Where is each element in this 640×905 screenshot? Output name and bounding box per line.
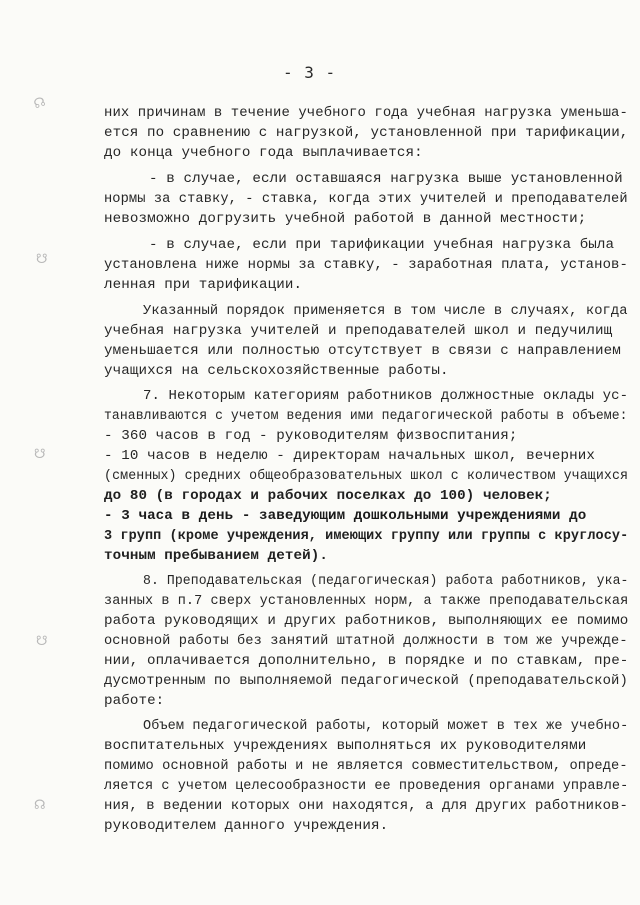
text-line: них причинам в течение учебного года учебная нагрузка уменьша- [104,105,628,121]
text-line: работа руководящих и других работников, выполняющих ее помимо [104,613,629,629]
text-line: 8. Преподавательская (педагогическая) работа работников, ука- [143,573,629,589]
text-line: учащихся на сельскохозяйственные работы. [104,363,449,379]
text-line: до конца учебного года выплачивается: [104,145,423,161]
text-line: - 360 часов в год - руководителям физвоспитания; [104,428,518,444]
text-line: - 3 часа в день - заведующим дошкольными учреждениями до [104,508,587,524]
text-line: нормы за ставку, - ставка, когда этих учителей и преподавателей [104,191,628,207]
binding-hole-mark: ☋ [36,634,48,649]
text-line: ленная при тарификации. [104,277,303,293]
text-line: - в случае, если оставшаяся нагрузка выше установленной [149,171,623,187]
binding-hole-mark: ☋ [34,447,46,462]
binding-hole-mark: ☋ [36,252,48,267]
text-line: - 10 часов в неделю - директорам начальных школ, вечерних [104,448,595,464]
text-line: ется по сравнению с нагрузкой, установленной при тарификации, [104,125,629,141]
text-line: помимо основной работы и не является совместительством, опреде- [104,758,628,774]
text-line: ляется с учетом целесообразности ее проведения органами управле- [104,778,629,794]
page-number: - 3 - [283,63,337,82]
binding-hole-mark: ☊ [34,798,46,813]
text-line: Указанный порядок применяется в том числе в случаях, когда [143,303,628,319]
text-line: (сменных) средних общеобразовательных школ с количеством учащихся [104,468,629,484]
binding-hole-mark: ☊ [31,94,48,113]
text-line: работе: [104,693,165,709]
text-line: занных в п.7 сверх установленных норм, а также преподавательская [104,593,629,609]
text-line: учебная нагрузка учителей и преподавателей школ и педучилищ [104,323,613,339]
text-line: 7. Некоторым категориям работников должностные оклады ус- [143,388,629,404]
text-line: нии, оплачивается дополнительно, в порядке и по ставкам, пре- [104,653,629,669]
text-line: установлена ниже нормы за ставку, - заработная плата, установ- [104,257,628,273]
text-line: - в случае, если при тарификации учебная нагрузка была [149,237,615,253]
text-line: танавливаются с учетом ведения ими педагогической работы в объеме: [104,408,628,424]
text-line: до 80 (в городах и рабочих поселках до 100) человек; [104,488,552,504]
text-line: Объем педагогической работы, который может в тех же учебно- [143,718,629,734]
text-line: 3 групп (кроме учреждения, имеющих группу или группы с круглосу- [104,528,629,544]
text-line: дусмотренным по выполняемой педагогической (преподавательской) [104,673,628,689]
text-line: точным пребыванием детей). [104,548,328,564]
text-line: невозможно догрузить учебной работой в данной местности; [104,211,587,227]
text-line: руководителем данного учреждения. [104,818,389,834]
text-line: основной работы без занятий штатной должности в том же учрежде- [104,633,628,649]
text-line: ния, в ведении которых они находятся, а для других работников- [104,798,628,814]
text-line: уменьшается или полностью отсутствует в связи с направлением [104,343,621,359]
text-line: воспитательных учреждениях выполняться их руководителями [104,738,587,754]
